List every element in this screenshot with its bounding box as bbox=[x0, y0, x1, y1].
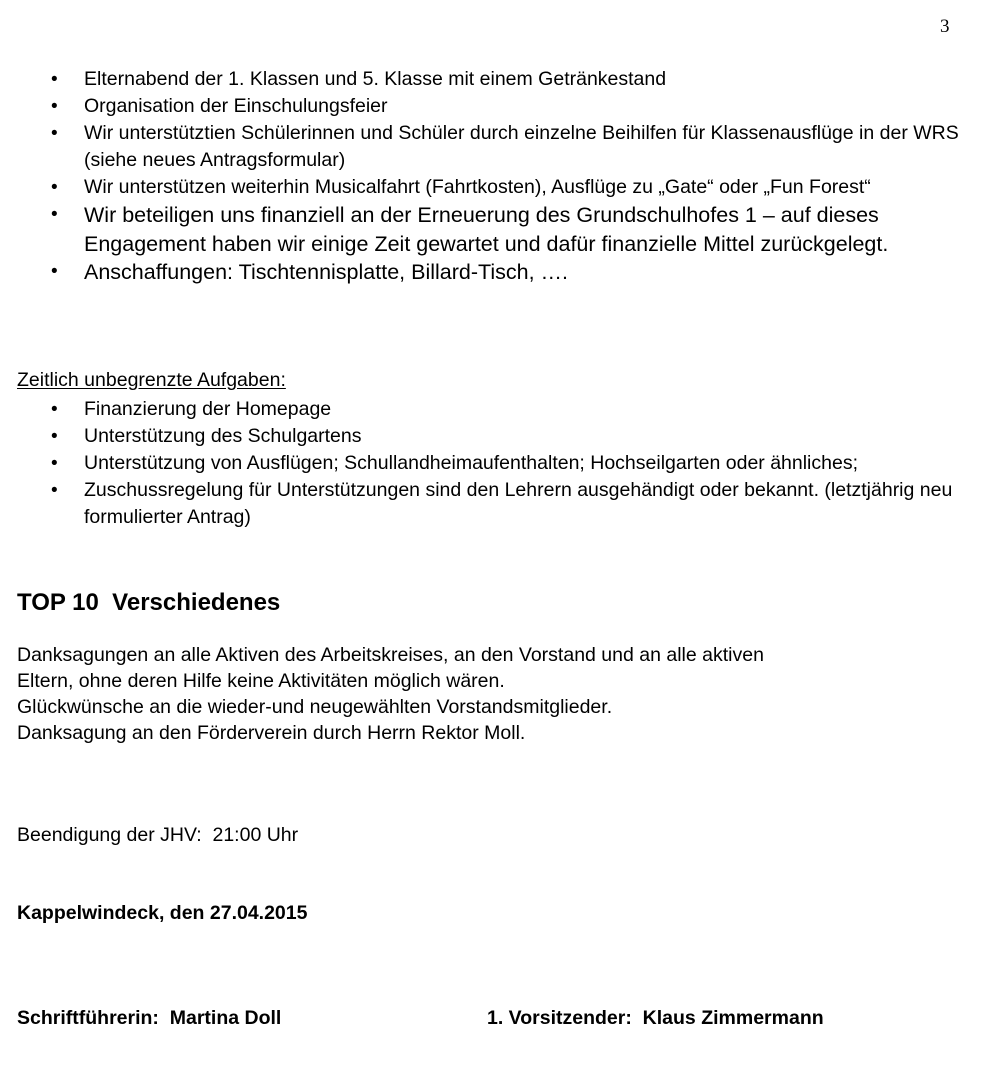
paragraph-line: Danksagung an den Förderverein durch Herrn Rektor Moll. bbox=[17, 722, 526, 744]
paragraph-line: Danksagungen an alle Aktiven des Arbeitskreises, an den Vorstand und an alle aktiven bbox=[17, 644, 764, 666]
list-item: • Finanzierung der Homepage bbox=[0, 396, 960, 423]
unlimited-tasks-list bbox=[0, 396, 960, 531]
paragraph-line: Glückwünsche an die wieder-und neugewählten Vorstandsmitglieder. bbox=[17, 696, 613, 718]
activities-list bbox=[0, 66, 960, 287]
list-item: • Anschaffungen: Tischtennisplatte, Billard-Tisch, …. bbox=[0, 258, 960, 287]
page-number: 3 bbox=[940, 16, 950, 37]
list-item: • Organisation der Einschulungsfeier bbox=[0, 93, 960, 120]
unlimited-tasks-heading: Zeitlich unbegrenzte Aufgaben: bbox=[17, 369, 286, 391]
secretary-signature-line: Schriftführerin: Martina Doll bbox=[17, 1007, 282, 1029]
place-date: Kappelwindeck, den 27.04.2015 bbox=[17, 902, 308, 924]
chairman-signature-line: 1. Vorsitzender: Klaus Zimmermann bbox=[487, 1007, 824, 1029]
list-item: • Elternabend der 1. Klassen und 5. Klasse mit einem Getränkestand bbox=[0, 66, 960, 93]
top10-paragraph bbox=[17, 642, 977, 746]
list-item: • Unterstützung des Schulgartens bbox=[0, 423, 960, 450]
list-item: • Zuschussregelung für Unterstützungen sind den Lehrern ausgehändigt oder bekannt. (letztjährig neu formulierter Antrag) bbox=[0, 477, 960, 531]
end-of-meeting: Beendigung der JHV: 21:00 Uhr bbox=[17, 824, 299, 846]
top10-heading: TOP 10 Verschiedenes bbox=[17, 589, 281, 616]
list-item: • Wir unterstützen weiterhin Musicalfahrt (Fahrtkosten), Ausflüge zu „Gate“ oder „Fun Forest“ bbox=[0, 174, 960, 201]
paragraph-line: Eltern, ohne deren Hilfe keine Aktivitäten möglich wären. bbox=[17, 670, 505, 692]
list-item: • Unterstützung von Ausflügen; Schullandheimaufenthalten; Hochseilgarten oder ähnliches; bbox=[0, 450, 960, 477]
list-item: • Wir unterstütztien Schülerinnen und Schüler durch einzelne Beihilfen für Klassenausflüge in der WRS (siehe neues Antragsformular) bbox=[0, 120, 960, 174]
list-item: • Wir beteiligen uns finanziell an der Erneuerung des Grundschulhofes 1 – auf dieses Engagement haben wir einige Zeit gewartet und dafür finanzielle Mittel zurückgelegt. bbox=[0, 201, 960, 258]
